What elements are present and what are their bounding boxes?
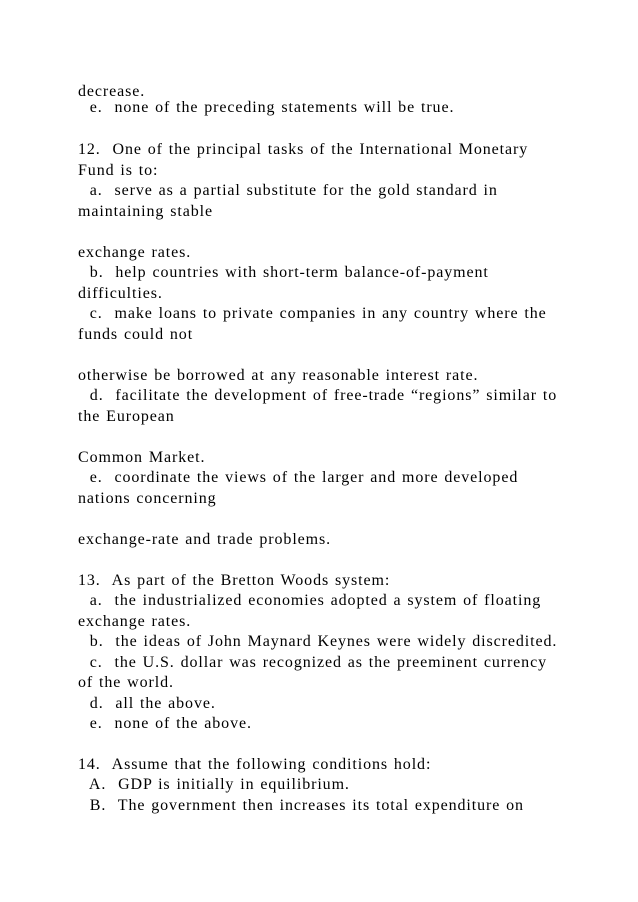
condition-14a: A. GDP is initially in equilibrium. — [78, 776, 350, 793]
option-13e: e. none of the above. — [78, 715, 252, 732]
condition-14b: B. The government then increases its total expenditure on — [78, 797, 524, 814]
option-12e: e. coordinate the views of the larger and more developed — [78, 469, 519, 486]
option-13b: b. the ideas of John Maynard Keynes were widely discredited. — [78, 633, 558, 650]
text-line: of the world. — [78, 674, 174, 691]
option-13a: a. the industrialized economies adopted a system of floating — [78, 592, 542, 609]
text-line: exchange rates. — [78, 613, 192, 630]
text-line: Common Market. — [78, 449, 206, 466]
question-14-stem: 14. Assume that the following conditions hold: — [78, 756, 432, 773]
text-line: e. none of the preceding statements will be true. — [78, 99, 455, 116]
text-line: decrease. — [78, 83, 146, 100]
question-13-stem: 13. As part of the Bretton Woods system: — [78, 572, 391, 589]
option-13c: c. the U.S. dollar was recognized as the preeminent currency — [78, 654, 547, 671]
text-line: otherwise be borrowed at any reasonable interest rate. — [78, 367, 479, 384]
text-line: Fund is to: — [78, 162, 159, 179]
text-line: maintaining stable — [78, 203, 213, 220]
option-13d: d. all the above. — [78, 695, 216, 712]
text-line: difficulties. — [78, 285, 163, 302]
text-line: exchange-rate and trade problems. — [78, 531, 332, 548]
option-12a: a. serve as a partial substitute for the gold standard in — [78, 182, 498, 199]
text-line: exchange rates. — [78, 244, 192, 261]
option-12b: b. help countries with short-term balance-of-payment — [78, 264, 489, 281]
option-12d: d. facilitate the development of free-trade “regions” similar to — [78, 387, 558, 404]
text-line: the European — [78, 408, 175, 425]
option-12c: c. make loans to private companies in any country where the — [78, 305, 547, 322]
text-line: funds could not — [78, 326, 194, 343]
question-12-stem: 12. One of the principal tasks of the International Monetary — [78, 141, 529, 158]
text-line: nations concerning — [78, 490, 217, 507]
